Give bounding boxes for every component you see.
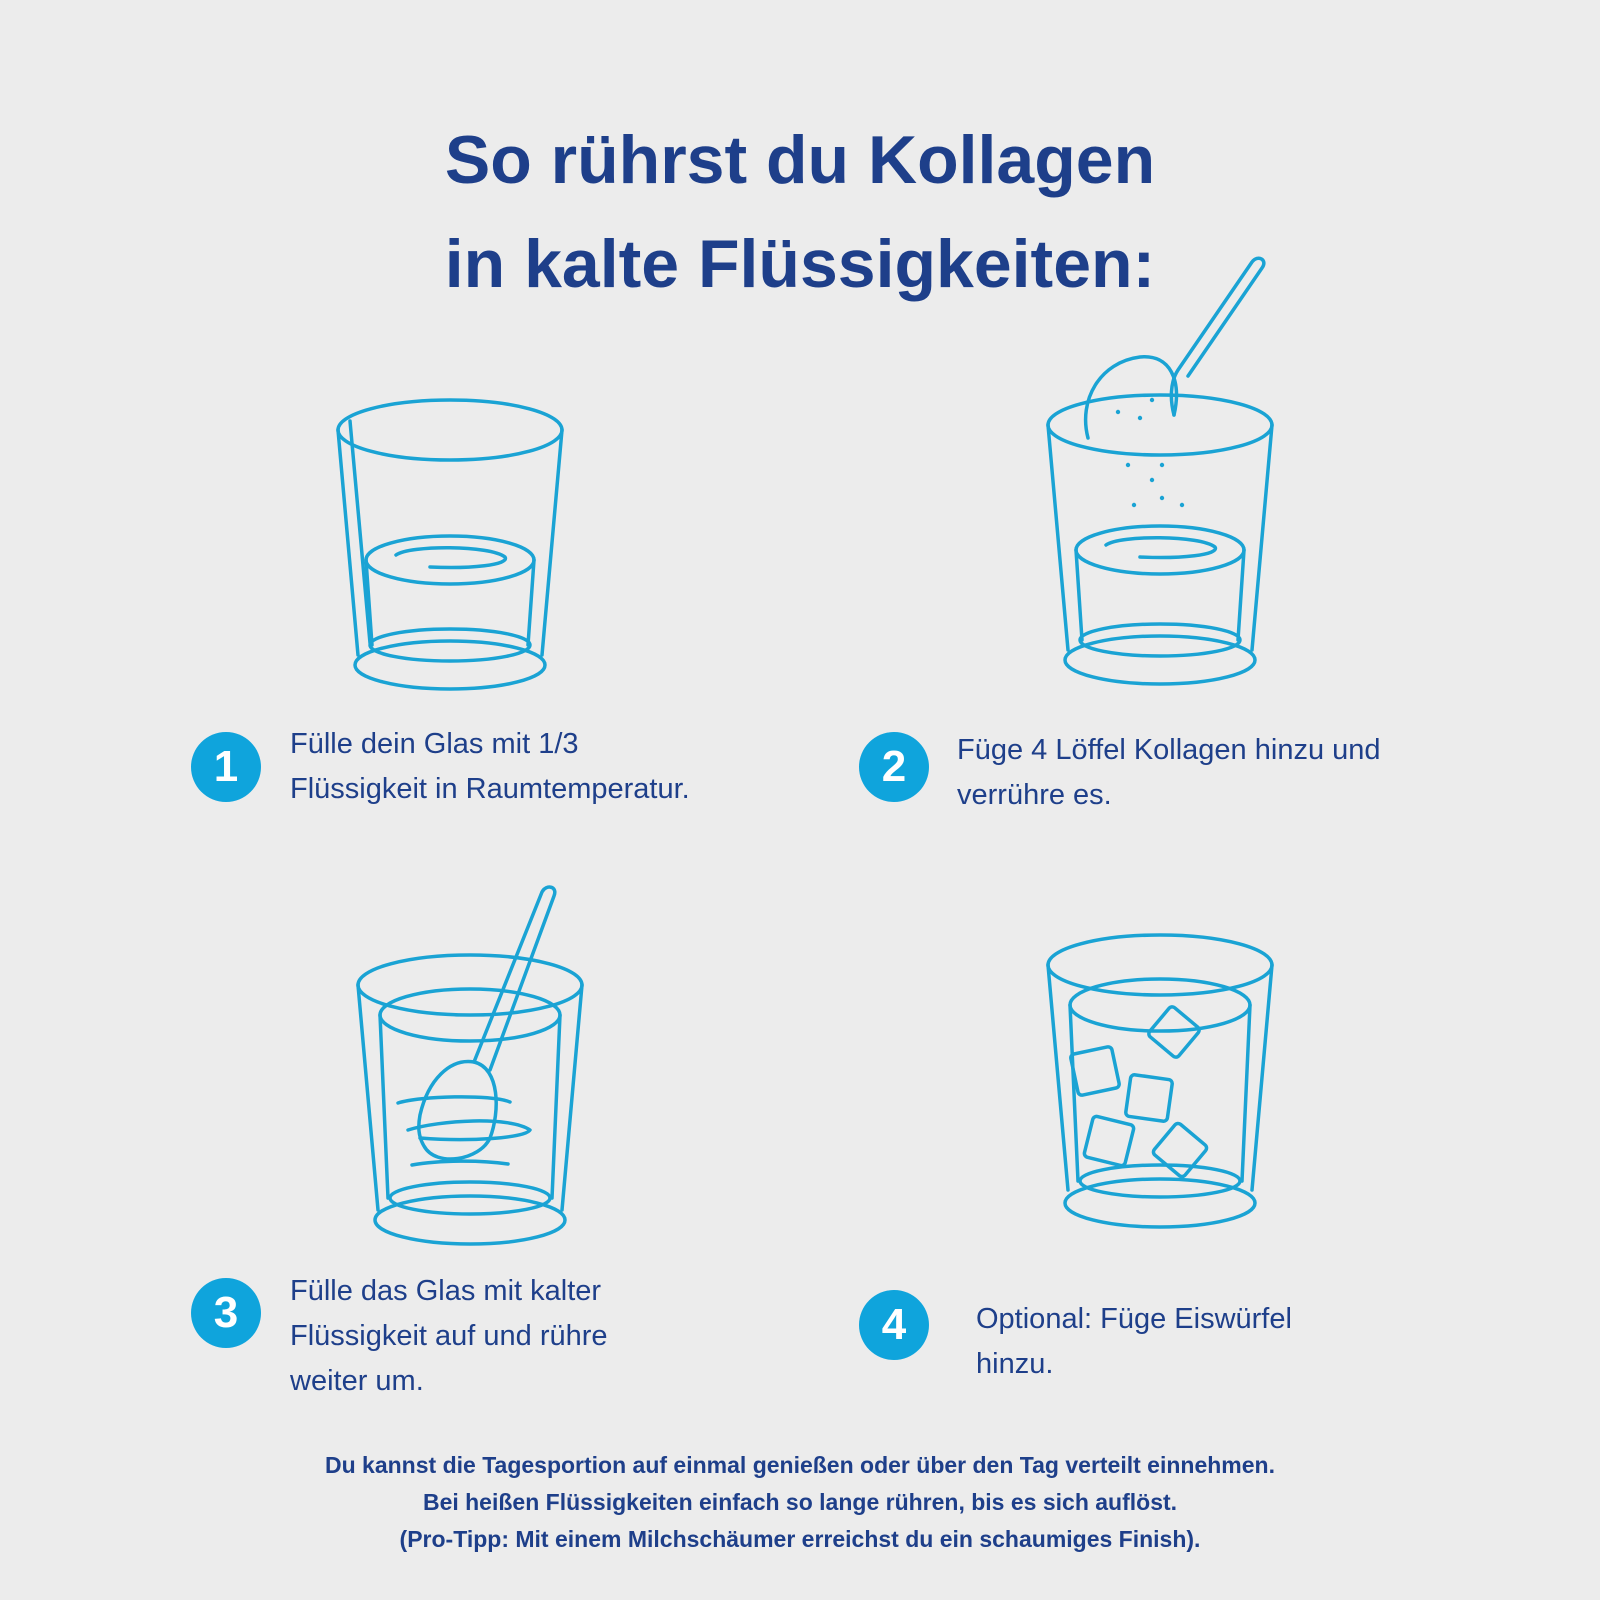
footer-line-3: (Pro-Tipp: Mit einem Milchschäumer erreichst du ein schaumiges Finish). bbox=[399, 1526, 1201, 1552]
title-line-2: in kalte Flüssigkeiten: bbox=[444, 226, 1156, 302]
step-1-line-1: Fülle dein Glas mit 1/3 bbox=[290, 728, 579, 760]
step-4-badge: 4 bbox=[859, 1290, 929, 1360]
step-1-text bbox=[290, 722, 690, 812]
step-3-line-2: Flüssigkeit auf und rühre bbox=[290, 1320, 608, 1352]
footer-note bbox=[0, 1447, 1600, 1558]
step-2-line-2: verrühre es. bbox=[957, 779, 1112, 811]
title-line-1: So rührst du Kollagen bbox=[444, 122, 1156, 198]
step-2-text bbox=[957, 728, 1381, 818]
step-4-text bbox=[976, 1297, 1292, 1387]
step-1-badge: 1 bbox=[191, 732, 261, 802]
spoon-stirring-icon bbox=[340, 880, 600, 1250]
step-2-line-1: Füge 4 Löffel Kollagen hinzu und bbox=[957, 734, 1381, 766]
glass-with-liquid-icon bbox=[320, 385, 580, 695]
spoon-adding-powder-icon bbox=[1030, 250, 1300, 695]
footer-line-2: Bei heißen Flüssigkeiten einfach so lange rühren, bis es sich auflöst. bbox=[422, 1489, 1178, 1515]
step-1-line-2: Flüssigkeit in Raumtemperatur. bbox=[290, 773, 690, 805]
step-3-text bbox=[290, 1269, 608, 1404]
step-3-line-3: weiter um. bbox=[290, 1365, 424, 1397]
glass-with-ice-cubes-icon bbox=[1030, 925, 1290, 1245]
step-2-badge: 2 bbox=[859, 732, 929, 802]
step-3-line-1: Fülle das Glas mit kalter bbox=[290, 1275, 602, 1307]
step-4-line-2: hinzu. bbox=[976, 1348, 1054, 1380]
step-4-line-1: Optional: Füge Eiswürfel bbox=[976, 1303, 1292, 1335]
page-title bbox=[0, 108, 1600, 316]
footer-line-1: Du kannst die Tagesportion auf einmal genießen oder über den Tag verteilt einnehmen. bbox=[325, 1452, 1275, 1478]
step-3-badge: 3 bbox=[191, 1278, 261, 1348]
